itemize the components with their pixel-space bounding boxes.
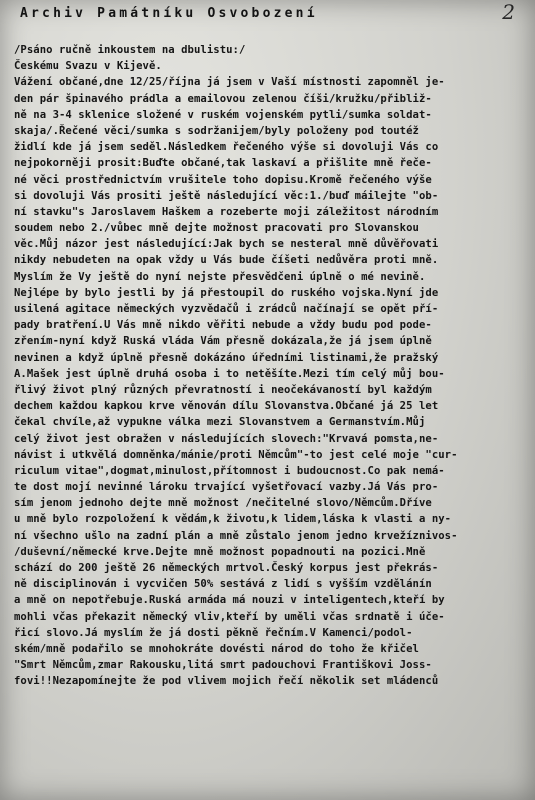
text-line: /Psáno ručně inkoustem na dbulistu:/ (14, 44, 246, 56)
archive-title: Archiv Památníku Osvobození (20, 6, 318, 21)
text-line: mohli včas překazit německý vliv,kteří by uměli včas srdnatě i úče- (14, 610, 445, 623)
text-line: ní všechno ušlo na zadní plán a mně zůstalo jenom jedno krvežíznivos- (14, 529, 458, 542)
text-line: ně na 3-4 sklenice složené v ruském vojenském pytli/sumka soldat- (14, 108, 432, 121)
archive-header (14, 2, 519, 28)
text-line: "Smrt Němcům,zmar Rakousku,litá smrt padouchovi Františkovi Joss- (14, 659, 432, 672)
text-line: celý život jest obražen v následujících slovech:"Krvavá pomsta,ne- (14, 432, 439, 445)
text-line: Českému Svazu v Kijevě. (14, 60, 162, 73)
text-line: nevinen a když úplně přesně dokázáno úředními listinami,že pražský (14, 351, 439, 364)
text-line: den pár špinavého prádla a emailovou zelenou číši/kružku/přibliž- (14, 92, 432, 105)
text-line: schází do 200 ještě 26 německých mrtvol.Český korpus jest překrás- (14, 562, 439, 574)
text-line: ně disciplinován i vycvičen 50% sestává z lidí s vyšším vzdělánín (14, 578, 432, 591)
text-line: a mně on nepotřebuje.Ruská armáda má nouzi v inteligentech,kteří by (14, 594, 445, 607)
text-line: sím jenom jednoho dejte mně možnost /nečitelné slovo/Němcům.Dříve (14, 497, 432, 510)
text-line: čekal chvíle,až vypukne válka mezi Slovanstvem a Germanstvím.Můj (14, 416, 426, 429)
text-line: věc.Můj názor jest následující:Jak bych se nesteral mně důvěřovati (14, 238, 439, 251)
text-line: skaja/.Řečené věci/sumka s sodržanijem/byly položeny pod toutéž (14, 124, 419, 137)
text-line: te dost mojí nevinné lároku trvající vyšetřovací vazby.Já Vás pro- (14, 481, 439, 494)
text-line: řlivý život plný různých převratností i neočekávaností byl každým (14, 383, 432, 396)
text-line: Myslím že Vy ještě do nyní nejste přesvědčeni úplně o mé nevině. (14, 270, 426, 283)
text-line: né věci prostřednictvím vrušitele toho dopisu.Kromě řečeného výše (14, 173, 432, 186)
text-line: Nejlépe by bylo jestli by já přestoupil do ruského vojska.Nyní jde (14, 286, 439, 299)
text-line: řicí slovo.Já myslím že já dosti pěkně řečním.V Kamenci/podol- (14, 626, 413, 639)
text-line: usilená agitace německých vyzvědačů i zrádců načínají se opět pří- (14, 303, 439, 315)
text-line: pady bratření.U Vás mně nikdo věřiti nebude a vždy budu pod pode- (14, 319, 432, 332)
page-number: 2 (502, 0, 515, 24)
text-line: dechem každou kapkou krve věnován dílu Slovanstva.Občané já 25 let (14, 400, 439, 413)
text-line: židlí kde já jsem seděl.Následkem řečeného výše si dovoluji Vás co (14, 141, 439, 154)
text-line: soudem nebo 2./vůbec mně dejte možnost pracovati pro Slovanskou (14, 222, 419, 235)
text-line: si dovoluji Vás prositi ještě následující věc:1./buď máilejte "ob- (14, 189, 439, 202)
text-line: riculum vitae",dogmat,minulost,přítomnost i budoucnost.Co pak nemá- (14, 464, 445, 477)
text-line: A.Mašek jest úplně druhá osoba i to netěšíte.Mezi tím celý můj bou- (14, 367, 445, 380)
text-line: návist i utkvělá domněnka/mánie/proti Němcům"-to jest celé moje "cur- (14, 448, 458, 461)
text-line: nikdy nebudeten na opak vždy u Vás bude číšeti nedůvěra proti mně. (14, 254, 439, 267)
text-line: u mně bylo rozpoložení k vědám,k životu,k lidem,láska k vlasti a ny- (14, 513, 452, 526)
text-line: /duševní/německé krve.Dejte mně možnost popadnouti na pozici.Mně (14, 545, 426, 558)
text-line: nejpokorněji prosit:Buďte občané,tak laskaví a přišlite mně řeče- (14, 157, 432, 170)
text-line: ní stavku"s Jaroslavem Haškem a rozeberte moji záležitost národním (14, 205, 439, 218)
text-line: Vážení občané,dne 12/25/října já jsem v Vaší místnosti zapomněl je- (14, 76, 445, 89)
letter-body (14, 42, 524, 690)
text-line: zřením-nyní když Ruská vláda Vám přesně dokázala,že já jsem úplně (14, 335, 432, 348)
text-line: ském/mně podařilo se mnohokráte dovésti národ do toho že křičel (14, 642, 419, 655)
text-line: fovi!!Nezapomínejte že pod vlivem mojich řečí několik set mládenců (14, 675, 439, 688)
